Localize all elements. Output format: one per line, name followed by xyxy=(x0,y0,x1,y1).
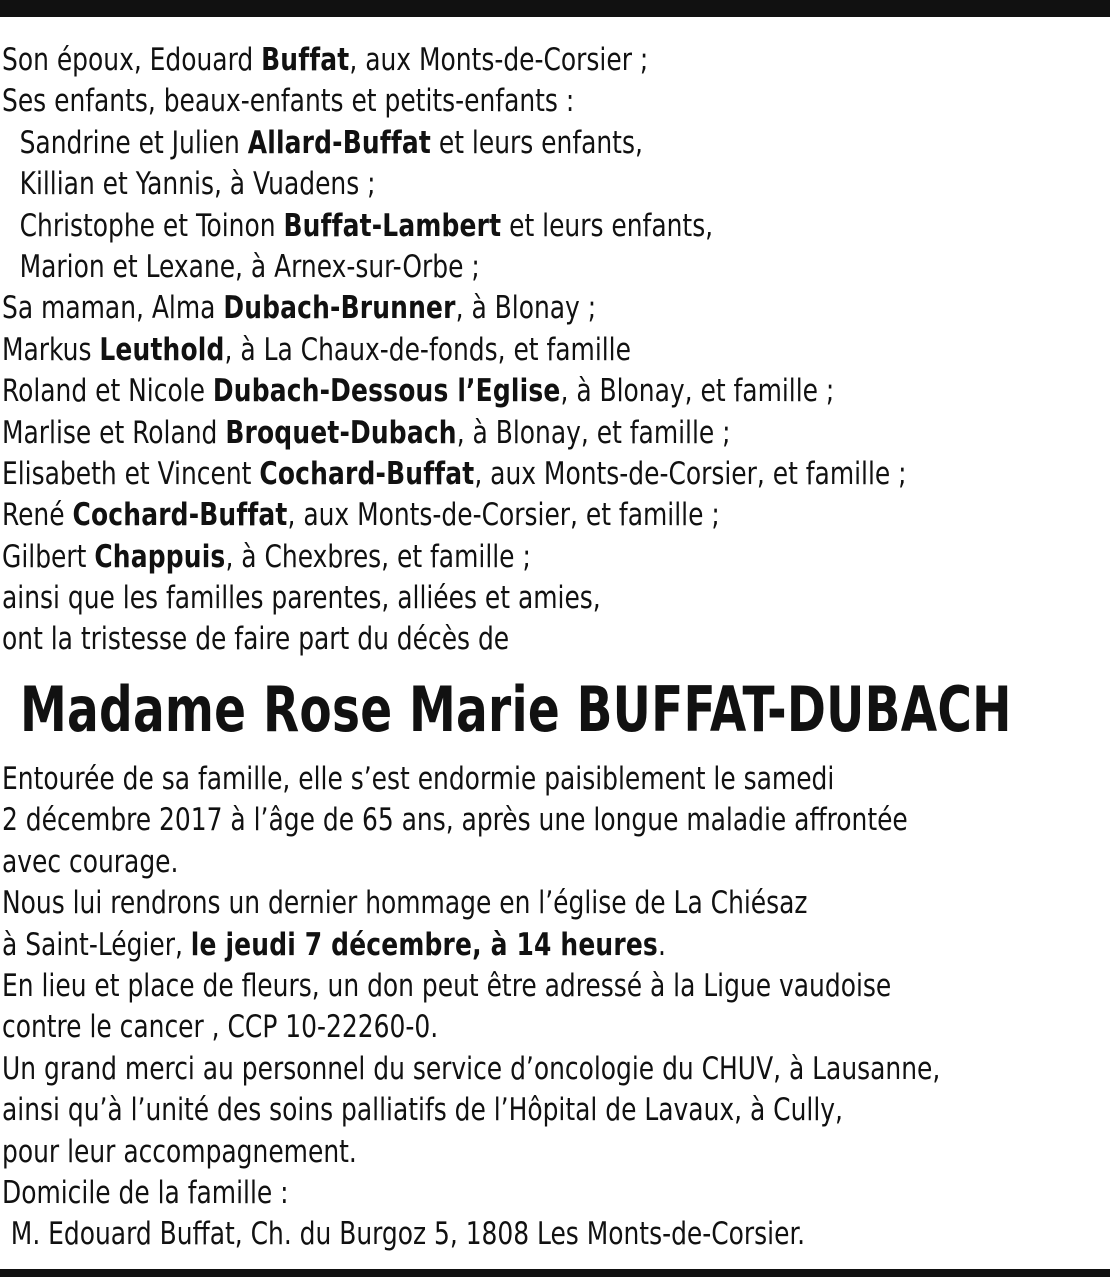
bold-name: Dubach-Brunner xyxy=(223,290,456,327)
text-segment: Nous lui rendrons un dernier hommage en l’église de La Chiésaz xyxy=(2,885,808,922)
family-line xyxy=(2,537,974,578)
text-segment: , à Blonay ; xyxy=(455,290,597,327)
bold-name: Dubach-Dessous l’Eglise xyxy=(212,373,561,410)
deceased-name: Madame Rose Marie BUFFAT-DUBACH xyxy=(20,673,1012,746)
text-segment: Roland et Nicole xyxy=(2,373,213,410)
family-line xyxy=(2,288,974,329)
bold-name: Chappuis xyxy=(94,538,226,575)
family-line xyxy=(2,247,974,288)
bold-name: le jeudi 7 décembre, à 14 heures xyxy=(190,926,658,963)
announcement-body xyxy=(2,759,1106,1256)
text-segment: Sandrine et Julien xyxy=(19,124,248,161)
text-segment: Un grand merci au personnel du service d’oncologie du CHUV, à Lausanne, xyxy=(2,1050,941,1087)
bold-name: Allard-Buffat xyxy=(247,124,431,161)
family-line xyxy=(2,40,974,81)
family-list xyxy=(2,40,1106,661)
body-line xyxy=(2,1173,974,1214)
bottom-border-rule xyxy=(0,1269,1110,1277)
text-segment: contre le cancer , CCP 10-22260-0. xyxy=(2,1009,439,1046)
family-line xyxy=(2,578,974,619)
text-segment: Christophe et Toinon xyxy=(19,207,284,244)
bold-name: Cochard-Buffat xyxy=(72,497,288,534)
family-line xyxy=(2,619,974,660)
text-segment: Domicile de la famille : xyxy=(2,1174,289,1211)
text-segment: et leurs enfants, xyxy=(501,207,714,244)
text-segment: En lieu et place de fleurs, un don peut être adressé à la Ligue vaudoise xyxy=(2,967,892,1004)
text-segment: Sa maman, Alma xyxy=(2,290,224,327)
text-segment: Elisabeth et Vincent xyxy=(2,455,260,492)
bold-name: Buffat-Lambert xyxy=(283,207,502,244)
family-line xyxy=(2,206,974,247)
text-segment: et leurs enfants, xyxy=(430,124,643,161)
family-line xyxy=(2,123,974,164)
text-segment: , aux Monts-de-Corsier, et famille ; xyxy=(474,455,907,492)
text-segment: pour leur accompagnement. xyxy=(2,1133,357,1170)
text-segment: . xyxy=(657,926,666,963)
bold-name: Leuthold xyxy=(99,331,225,368)
text-segment: Gilbert xyxy=(2,538,95,575)
text-segment: , à Chexbres, et famille ; xyxy=(225,538,531,575)
text-segment: Ses enfants, beaux-enfants et petits-enfants : xyxy=(2,83,575,120)
text-segment: Marlise et Roland xyxy=(2,414,226,451)
body-line xyxy=(2,842,974,883)
family-line xyxy=(2,454,974,495)
family-line xyxy=(2,164,974,205)
text-segment: , à La Chaux-de-fonds, et famille xyxy=(224,331,631,368)
text-segment: Marion et Lexane, à Arnex-sur-Orbe ; xyxy=(19,248,480,285)
family-line xyxy=(2,413,974,454)
text-segment: , à Blonay, et famille ; xyxy=(456,414,731,451)
family-line xyxy=(2,371,974,412)
body-line xyxy=(2,925,974,966)
text-segment: ainsi que les familles parentes, alliées et amies, xyxy=(2,580,601,617)
body-line xyxy=(2,1132,974,1173)
top-border-rule xyxy=(0,0,1110,17)
text-segment: Markus xyxy=(2,331,100,368)
text-segment: Son époux, Edouard xyxy=(2,42,262,78)
bold-name: Buffat xyxy=(261,42,350,78)
text-segment: ont la tristesse de faire part du décès de xyxy=(2,621,510,658)
body-line xyxy=(2,1049,974,1090)
text-segment: Entourée de sa famille, elle s’est endormie paisiblement le samedi xyxy=(2,761,835,797)
body-line xyxy=(2,1007,974,1048)
text-segment: avec courage. xyxy=(2,843,179,880)
body-line xyxy=(2,1214,974,1255)
text-segment: 2 décembre 2017 à l’âge de 65 ans, après une longue maladie affrontée xyxy=(2,802,908,839)
text-segment: , aux Monts-de-Corsier ; xyxy=(349,42,649,78)
bold-name: Broquet-Dubach xyxy=(225,414,457,451)
body-line xyxy=(2,759,974,800)
family-line xyxy=(2,81,974,122)
text-segment: , aux Monts-de-Corsier, et famille ; xyxy=(287,497,720,534)
bold-name: Cochard-Buffat xyxy=(259,455,475,492)
body-line xyxy=(2,1090,974,1131)
family-line xyxy=(2,495,974,536)
body-line xyxy=(2,966,974,1007)
text-segment: M. Edouard Buffat, Ch. du Burgoz 5, 1808 Les Monts-de-Corsier. xyxy=(10,1216,806,1253)
text-segment: , à Blonay, et famille ; xyxy=(560,373,835,410)
text-segment: ainsi qu’à l’unité des soins palliatifs de l’Hôpital de Lavaux, à Cully, xyxy=(2,1092,843,1129)
text-segment: René xyxy=(2,497,73,534)
text-segment: à Saint-Légier, xyxy=(2,926,191,963)
body-line xyxy=(2,800,974,841)
body-line xyxy=(2,883,974,924)
text-segment: Killian et Yannis, à Vuadens ; xyxy=(19,166,376,203)
family-line xyxy=(2,330,974,371)
